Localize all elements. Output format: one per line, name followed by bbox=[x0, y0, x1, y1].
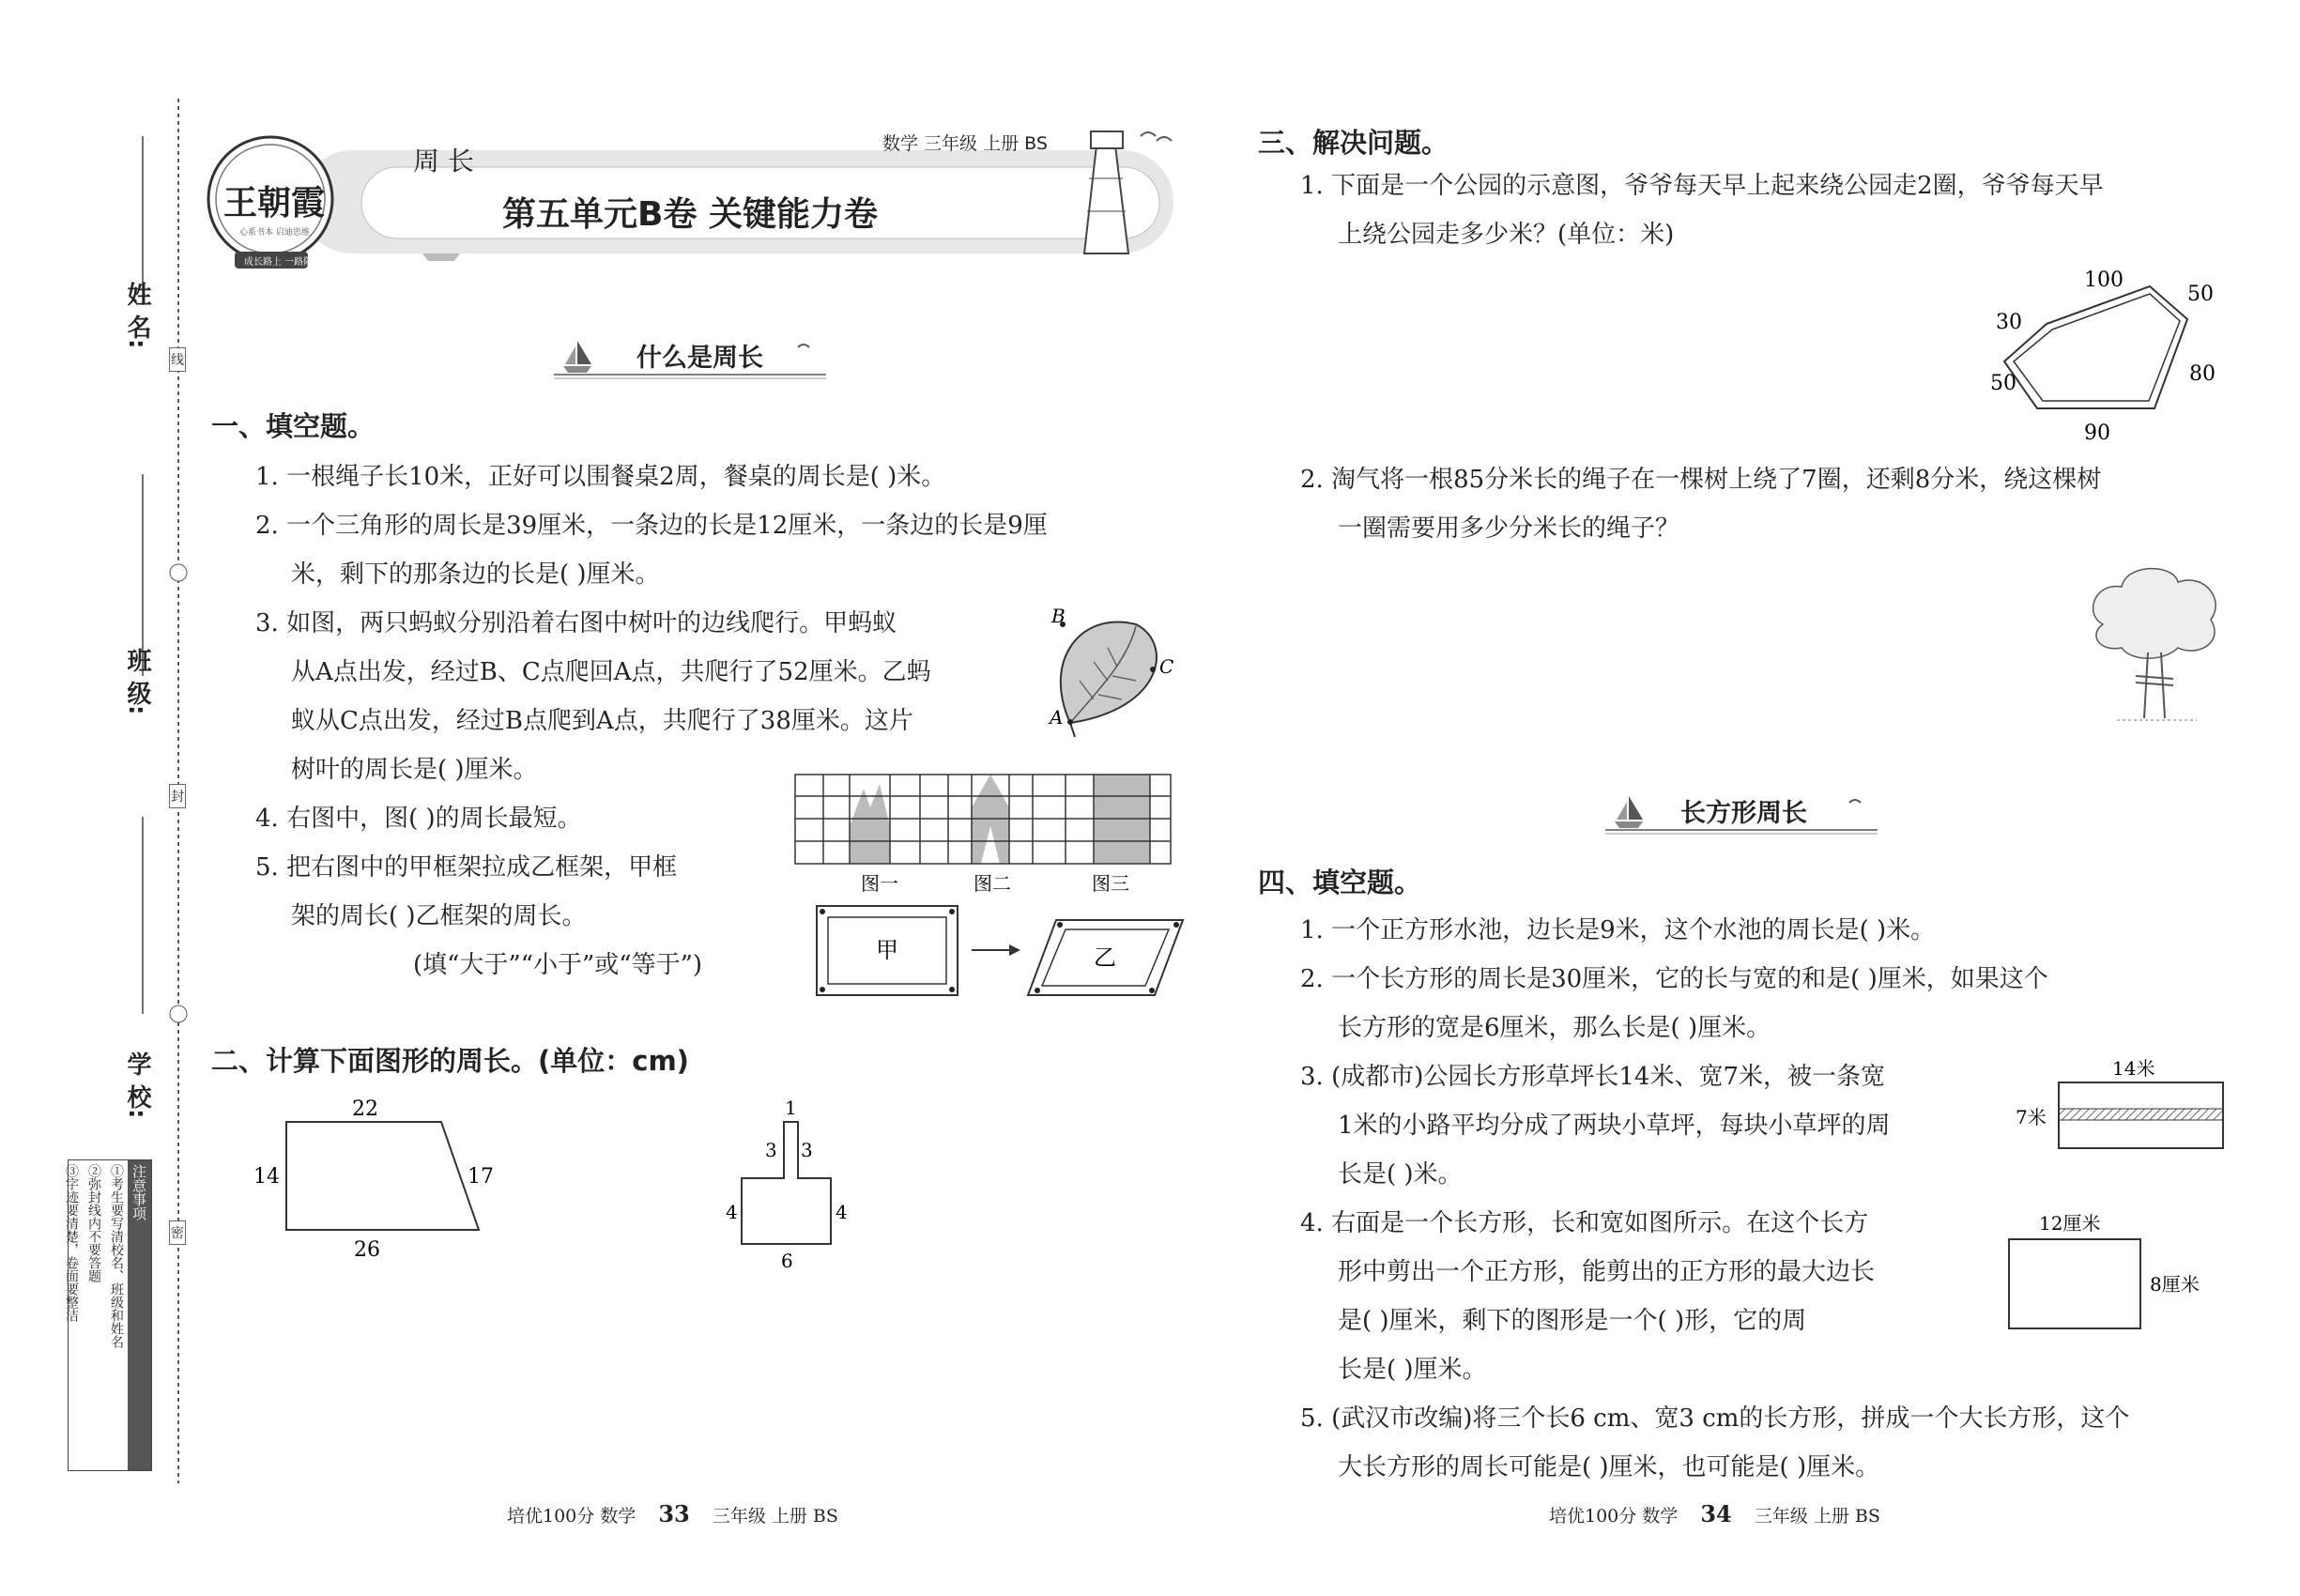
leaf-label-c: C bbox=[1159, 655, 1174, 678]
p4-q4b: 形中剪出一个正方形，能剪出的正方形的最大边长 bbox=[1338, 1258, 1876, 1286]
p4-q2b: 长方形的宽是6厘米，那么长是( )厘米。 bbox=[1338, 1014, 1771, 1042]
tree-icon bbox=[2084, 559, 2225, 728]
header-topic: 周 长 bbox=[413, 146, 474, 176]
notice-title: 注意事项 bbox=[128, 1160, 151, 1470]
p1-q4: 4. 右图中，图( )的周长最短。 bbox=[255, 805, 582, 833]
p4-q1: 1. 一个正方形水池，边长是9米，这个水池的周长是( )米。 bbox=[1300, 916, 1936, 944]
leaf-label-a: A bbox=[1050, 706, 1064, 729]
rect-svg bbox=[2000, 1206, 2225, 1338]
lawn-length: 14米 bbox=[2112, 1057, 2155, 1080]
leaf-svg bbox=[1042, 606, 1183, 746]
trapezoid-figure bbox=[249, 1098, 512, 1267]
trap-left: 14 bbox=[253, 1165, 280, 1189]
p4-q4a: 4. 右面是一个长方形，长和宽如图所示。在这个长方 bbox=[1300, 1209, 1869, 1237]
leaf-figure bbox=[1042, 606, 1183, 746]
section-title-1-wrap bbox=[554, 333, 836, 380]
trapezoid-svg bbox=[249, 1098, 512, 1267]
notice-item-3: ③字迹要清楚，卷面要整洁 bbox=[64, 1164, 79, 1322]
frame-label-jia: 甲 bbox=[876, 937, 898, 963]
footer-right bbox=[1549, 1500, 2037, 1527]
frame-svg bbox=[812, 901, 1188, 1005]
footer-right-post: 三年级 上册 BS bbox=[1754, 1506, 1880, 1527]
grid-svg bbox=[793, 770, 1173, 897]
composite-shape-svg bbox=[709, 1089, 878, 1277]
p4-q4d: 长是( )厘米。 bbox=[1338, 1356, 1487, 1384]
section-title-2: 长方形周长 bbox=[1680, 799, 1807, 828]
park-label-top: 100 bbox=[2084, 269, 2124, 292]
school-label: 学 校: bbox=[123, 1051, 151, 1119]
p1-q5b: 架的周长( )乙框架的周长。 bbox=[291, 902, 587, 930]
cut-mark-1: 线 bbox=[169, 347, 186, 372]
p1-q3c: 蚁从C点出发，经过B点爬到A点，共爬行了38厘米。这片 bbox=[291, 707, 913, 735]
p4-q3b: 1米的小路平均分成了两块小草坪，每块小草坪的周 bbox=[1338, 1112, 1891, 1140]
p4-q4c: 是( )厘米，剩下的图形是一个( )形，它的周 bbox=[1338, 1307, 1807, 1335]
header bbox=[207, 113, 1202, 272]
tree-figure bbox=[2084, 559, 2225, 728]
notice-item-1: ①考生要写清校名、班级和姓名 bbox=[109, 1164, 124, 1348]
section-title-2-wrap bbox=[1605, 789, 1887, 836]
part1-title: 一、填空题。 bbox=[211, 410, 376, 442]
park-label-top-left: 30 bbox=[1996, 311, 2022, 334]
section-title-1: 什么是周长 bbox=[636, 344, 763, 373]
header-title: 第五单元B卷 关键能力卷 bbox=[502, 195, 878, 234]
part2-title: 二、计算下面图形的周长。(单位：cm) bbox=[211, 1045, 689, 1077]
class-label: 班 级: bbox=[123, 648, 151, 715]
grid-label-1: 图一 bbox=[861, 872, 898, 895]
p1-q3a: 3. 如图，两只蚂蚁分别沿着右图中树叶的边线爬行。甲蚂蚁 bbox=[255, 609, 897, 637]
p4-q3a: 3. (成都市)公园长方形草坪长14米、宽7米，被一条宽 bbox=[1300, 1063, 1885, 1091]
p3-q1a: 1. 下面是一个公园的示意图，爷爷每天早上起来绕公园走2圈，爷爷每天早 bbox=[1300, 172, 2104, 200]
shape-label-left: 4 bbox=[726, 1201, 738, 1223]
footer-right-page: 34 bbox=[1700, 1500, 1732, 1527]
park-svg bbox=[1990, 263, 2225, 451]
notice-item-2: ②弥封线内不要答题 bbox=[86, 1164, 101, 1282]
cut-mark-2: 封 bbox=[169, 784, 186, 808]
park-label-right: 80 bbox=[2189, 362, 2216, 386]
lawn-width: 7米 bbox=[2016, 1106, 2047, 1128]
trap-top: 22 bbox=[352, 1098, 378, 1121]
shape-label-right-upper: 3 bbox=[801, 1139, 813, 1161]
p4-q2a: 2. 一个长方形的周长是30厘米，它的长与宽的和是( )厘米，如果这个 bbox=[1300, 965, 2048, 993]
p4-q3c: 长是( )米。 bbox=[1338, 1160, 1463, 1189]
park-figure bbox=[1990, 263, 2225, 451]
park-label-left: 50 bbox=[1990, 372, 2016, 395]
part4-title: 四、填空题。 bbox=[1258, 867, 1422, 898]
footer-left-post: 三年级 上册 BS bbox=[712, 1506, 838, 1527]
grid-label-2: 图二 bbox=[974, 872, 1011, 895]
p3-q2b: 一圈需要用多少分米长的绳子？ bbox=[1338, 514, 1680, 543]
lawn-figure bbox=[2014, 1056, 2230, 1159]
rect-length: 12厘米 bbox=[2039, 1212, 2101, 1235]
shape-label-top: 1 bbox=[785, 1097, 797, 1119]
logo-motto: 心系书本 启迪思维 bbox=[239, 228, 310, 238]
composite-shape-figure bbox=[709, 1089, 878, 1277]
p1-q5a: 5. 把右图中的甲框架拉成乙框架，甲框 bbox=[255, 853, 678, 882]
grid-figure bbox=[793, 770, 1173, 897]
park-label-bottom: 90 bbox=[2084, 422, 2110, 445]
p1-q2a: 2. 一个三角形的周长是39厘米，一条边的长是12厘米，一条边的长是9厘 bbox=[255, 512, 1048, 540]
footer-right-pre: 培优100分 数学 bbox=[1549, 1506, 1679, 1527]
frame-figure bbox=[812, 901, 1188, 1005]
name-label: 姓 名: bbox=[123, 282, 151, 349]
p1-q3d: 树叶的周长是( )厘米。 bbox=[291, 756, 538, 784]
cut-mark-3: 密 bbox=[169, 1220, 186, 1245]
p1-q3b: 从A点出发，经过B、C点爬回A点，共爬行了52厘米。乙蚂 bbox=[291, 658, 931, 686]
p1-q1: 1. 一根绳子长10米，正好可以围餐桌2周，餐桌的周长是( )米。 bbox=[255, 463, 946, 491]
header-meta: 数学 三年级 上册 BS bbox=[882, 133, 1048, 154]
footer-left-pre: 培优100分 数学 bbox=[507, 1506, 636, 1527]
p3-q2a: 2. 淘气将一根85分米长的绳子在一棵树上绕了7圈，还剩8分米，绕这棵树 bbox=[1300, 466, 2102, 494]
shape-label-right: 4 bbox=[836, 1201, 848, 1223]
grid-label-3: 图三 bbox=[1092, 872, 1129, 895]
p1-q5-hint: (填“大于”“小于”或“等于”) bbox=[413, 951, 703, 979]
shape-label-bottom: 6 bbox=[781, 1250, 793, 1272]
shape-label-left-upper: 3 bbox=[765, 1139, 777, 1161]
binding-margin bbox=[0, 0, 202, 1596]
frame-label-yi: 乙 bbox=[1094, 944, 1116, 971]
p3-q1b: 上绕公园走多少米？(单位：米) bbox=[1338, 221, 1675, 249]
notice-box bbox=[64, 1159, 152, 1471]
p4-q5b: 大长方形的周长可能是( )厘米，也可能是( )厘米。 bbox=[1338, 1453, 1880, 1481]
lawn-svg bbox=[2014, 1056, 2230, 1159]
p1-q2b: 米，剩下的那条边的长是( )厘米。 bbox=[291, 560, 660, 589]
trap-bottom: 26 bbox=[354, 1238, 380, 1262]
trap-right: 17 bbox=[468, 1165, 494, 1189]
part3-title: 三、解决问题。 bbox=[1258, 127, 1449, 159]
logo-text: 王朝霞 bbox=[223, 183, 326, 223]
rect-figure bbox=[2000, 1206, 2225, 1338]
p4-q5a: 5. (武汉市改编)将三个长6 cm、宽3 cm的长方形，拼成一个大长方形，这个 bbox=[1300, 1404, 2130, 1433]
footer-left bbox=[507, 1500, 995, 1527]
rect-width: 8厘米 bbox=[2150, 1273, 2200, 1296]
footer-left-page: 33 bbox=[658, 1500, 690, 1527]
leaf-label-b: B bbox=[1051, 606, 1066, 627]
logo-sub: 成长路上 一路阳光 bbox=[244, 257, 323, 268]
park-label-top-right: 50 bbox=[2187, 283, 2214, 306]
